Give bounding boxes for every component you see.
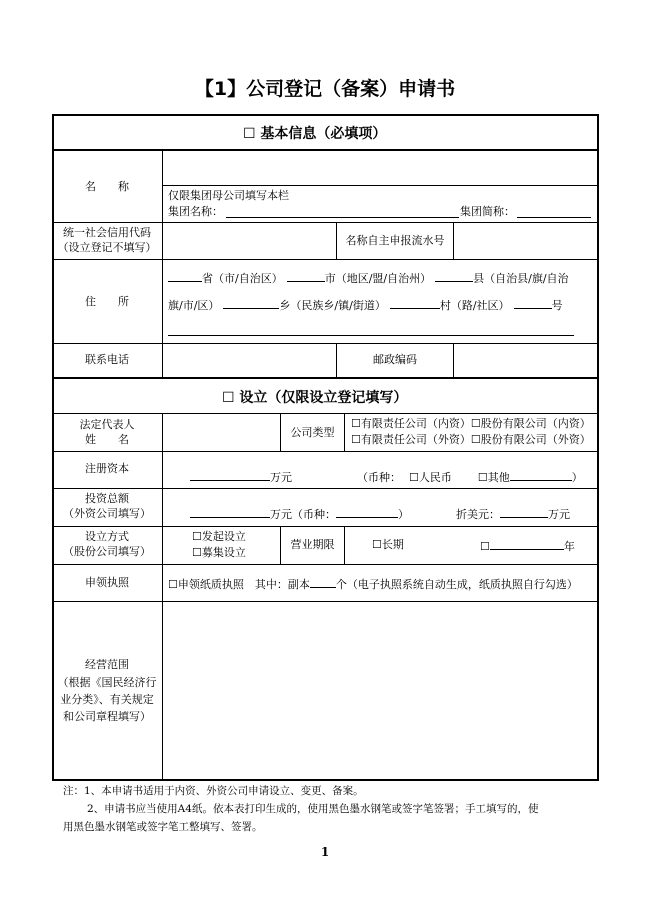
address-line-2: [168, 297, 563, 313]
row-line: [52, 149, 599, 151]
note-3: 用黑色墨水钢笔或签字笔工整填写、签署。: [63, 821, 263, 833]
province-label: 省（市/自治区）: [202, 272, 283, 285]
credit-code-label: 统一社会信用代码: [63, 226, 151, 239]
row-line: [52, 564, 598, 565]
invest-currency-label: 万元（币种：: [270, 508, 336, 521]
long-term-checkbox[interactable]: ☐长期: [372, 538, 404, 551]
legal-rep-label: 法定代表人: [79, 418, 135, 431]
row-line: [52, 451, 598, 452]
invest-label: 投资总额: [85, 492, 129, 505]
row-line: [52, 601, 598, 602]
usd-label: 折美元：: [456, 508, 500, 521]
province-field[interactable]: [168, 270, 202, 282]
usd-field[interactable]: [500, 506, 548, 518]
border-bottom: [52, 779, 599, 781]
invest-note: （外资公司填写）: [63, 507, 151, 520]
group-short-label: 集团简称：: [460, 205, 515, 218]
village-label: 村（路/社区）: [439, 299, 510, 312]
company-type-label: 公司类型: [290, 426, 335, 439]
row-line: [163, 185, 598, 186]
usd-line: [456, 506, 570, 522]
col-line: [453, 343, 454, 377]
city-field[interactable]: [287, 270, 325, 282]
town-label: 乡（民族乡/镇/街道）: [279, 299, 386, 312]
year-label: 年: [563, 540, 575, 553]
term-label: 营业期限: [290, 538, 335, 551]
company-type-option-domestic[interactable]: ☐有限责任公司（内资）☐股份有限公司（内资）: [351, 417, 591, 430]
copies-field[interactable]: [310, 576, 336, 588]
col-line: [162, 150, 163, 378]
credit-code-note: （设立登记不填写）: [57, 241, 157, 254]
row-line: [52, 343, 598, 344]
section-setup: ☐ 设立（仅限设立登记填写）: [222, 390, 408, 406]
group-name-label: 集团名称：: [168, 205, 223, 218]
row-line: [52, 526, 598, 527]
border-right: [597, 114, 599, 781]
reg-currency-line: [357, 469, 583, 485]
section-basic-info: ☐ 基本信息（必填项）: [243, 126, 387, 142]
note-1: 注：1、本申请书适用于内资、外资公司申请设立、变更、备案。: [63, 785, 364, 797]
address-line-3-field[interactable]: [168, 335, 574, 336]
invest-field[interactable]: [190, 506, 270, 518]
town-field[interactable]: [223, 297, 279, 309]
term-years-checkbox[interactable]: ☐: [480, 540, 490, 553]
col-line: [453, 222, 454, 259]
city-label: 市（地区/盟/自治州）: [324, 272, 432, 285]
county-label: 县（自治县/旗/自治: [473, 272, 569, 285]
col-line: [344, 413, 345, 451]
other-currency-checkbox[interactable]: ☐其他: [477, 471, 510, 484]
address-line-1: [168, 270, 569, 286]
row-line: [52, 222, 598, 223]
reg-capital-line: [190, 469, 292, 485]
row-line: [52, 413, 598, 414]
paper-license-checkbox[interactable]: ☐申领纸质执照 其中：副本: [168, 578, 310, 591]
setup-raise-checkbox[interactable]: ☐募集设立: [192, 546, 246, 559]
county-field[interactable]: [435, 270, 473, 282]
close-paren: ）: [571, 471, 583, 484]
name-serial-label: 名称自主申报流水号: [345, 234, 445, 247]
row-line: [52, 377, 599, 379]
setup-way-label: 设立方式: [85, 530, 129, 543]
group-name-field[interactable]: [226, 217, 459, 218]
term-years-line: [480, 538, 575, 554]
scope-label: 经营范围: [85, 658, 129, 671]
row-line: [52, 488, 598, 489]
district-label: 旗/市/区）: [168, 299, 220, 312]
phone-label: 联系电话: [85, 353, 129, 366]
license-note: 个（电子执照系统自动生成，纸质执照自行勾选）: [335, 578, 578, 591]
license-line: [168, 576, 578, 592]
wan-yuan-label: 万元: [270, 471, 292, 484]
setup-promoter-checkbox[interactable]: ☐发起设立: [192, 530, 246, 543]
legal-rep-name-label: 姓 名: [85, 433, 129, 446]
col-line: [162, 414, 163, 780]
scope-note-2: 业分类》、有关规定: [60, 693, 154, 706]
term-years-field[interactable]: [490, 538, 564, 550]
group-short-field[interactable]: [517, 217, 591, 218]
scope-note-3: 和公司章程填写）: [63, 710, 151, 723]
company-type-option-foreign[interactable]: ☐有限责任公司（外资）☐股份有限公司（外资）: [351, 433, 591, 446]
invest-currency-field[interactable]: [336, 506, 398, 518]
setup-way-note: （股份公司填写）: [63, 545, 151, 558]
group-note: 仅限集团母公司填写本栏: [168, 189, 289, 202]
address-label: 住 所: [85, 295, 129, 308]
scope-input-area[interactable]: [164, 603, 596, 778]
form-title: 【1】公司登记（备案）申请书: [194, 78, 456, 100]
page-number: 1: [320, 845, 330, 859]
row-line: [52, 259, 598, 260]
name-label: 名 称: [85, 180, 129, 193]
note-2: 2、申请书应当使用A4纸。依本表打印生成的，使用黑色墨水钢笔或签字笔签署；手工填写的，使: [87, 803, 539, 815]
invest-line: [190, 506, 409, 522]
postcode-label: 邮政编码: [373, 353, 417, 366]
close-paren: ）: [398, 508, 409, 521]
number-label: 号: [551, 299, 563, 312]
village-field[interactable]: [390, 297, 440, 309]
reg-capital-label: 注册资本: [85, 462, 129, 475]
other-currency-field[interactable]: [510, 469, 572, 481]
col-line: [344, 526, 345, 564]
rmb-checkbox[interactable]: ☐人民币: [409, 471, 452, 484]
number-field[interactable]: [514, 297, 552, 309]
border-top: [52, 114, 599, 116]
license-label: 申领执照: [85, 576, 129, 589]
currency-label: （币种：: [357, 471, 401, 484]
scope-note-1: （根据《国民经济行: [57, 676, 157, 689]
usd-unit: 万元: [548, 508, 570, 521]
reg-capital-field[interactable]: [190, 469, 270, 481]
